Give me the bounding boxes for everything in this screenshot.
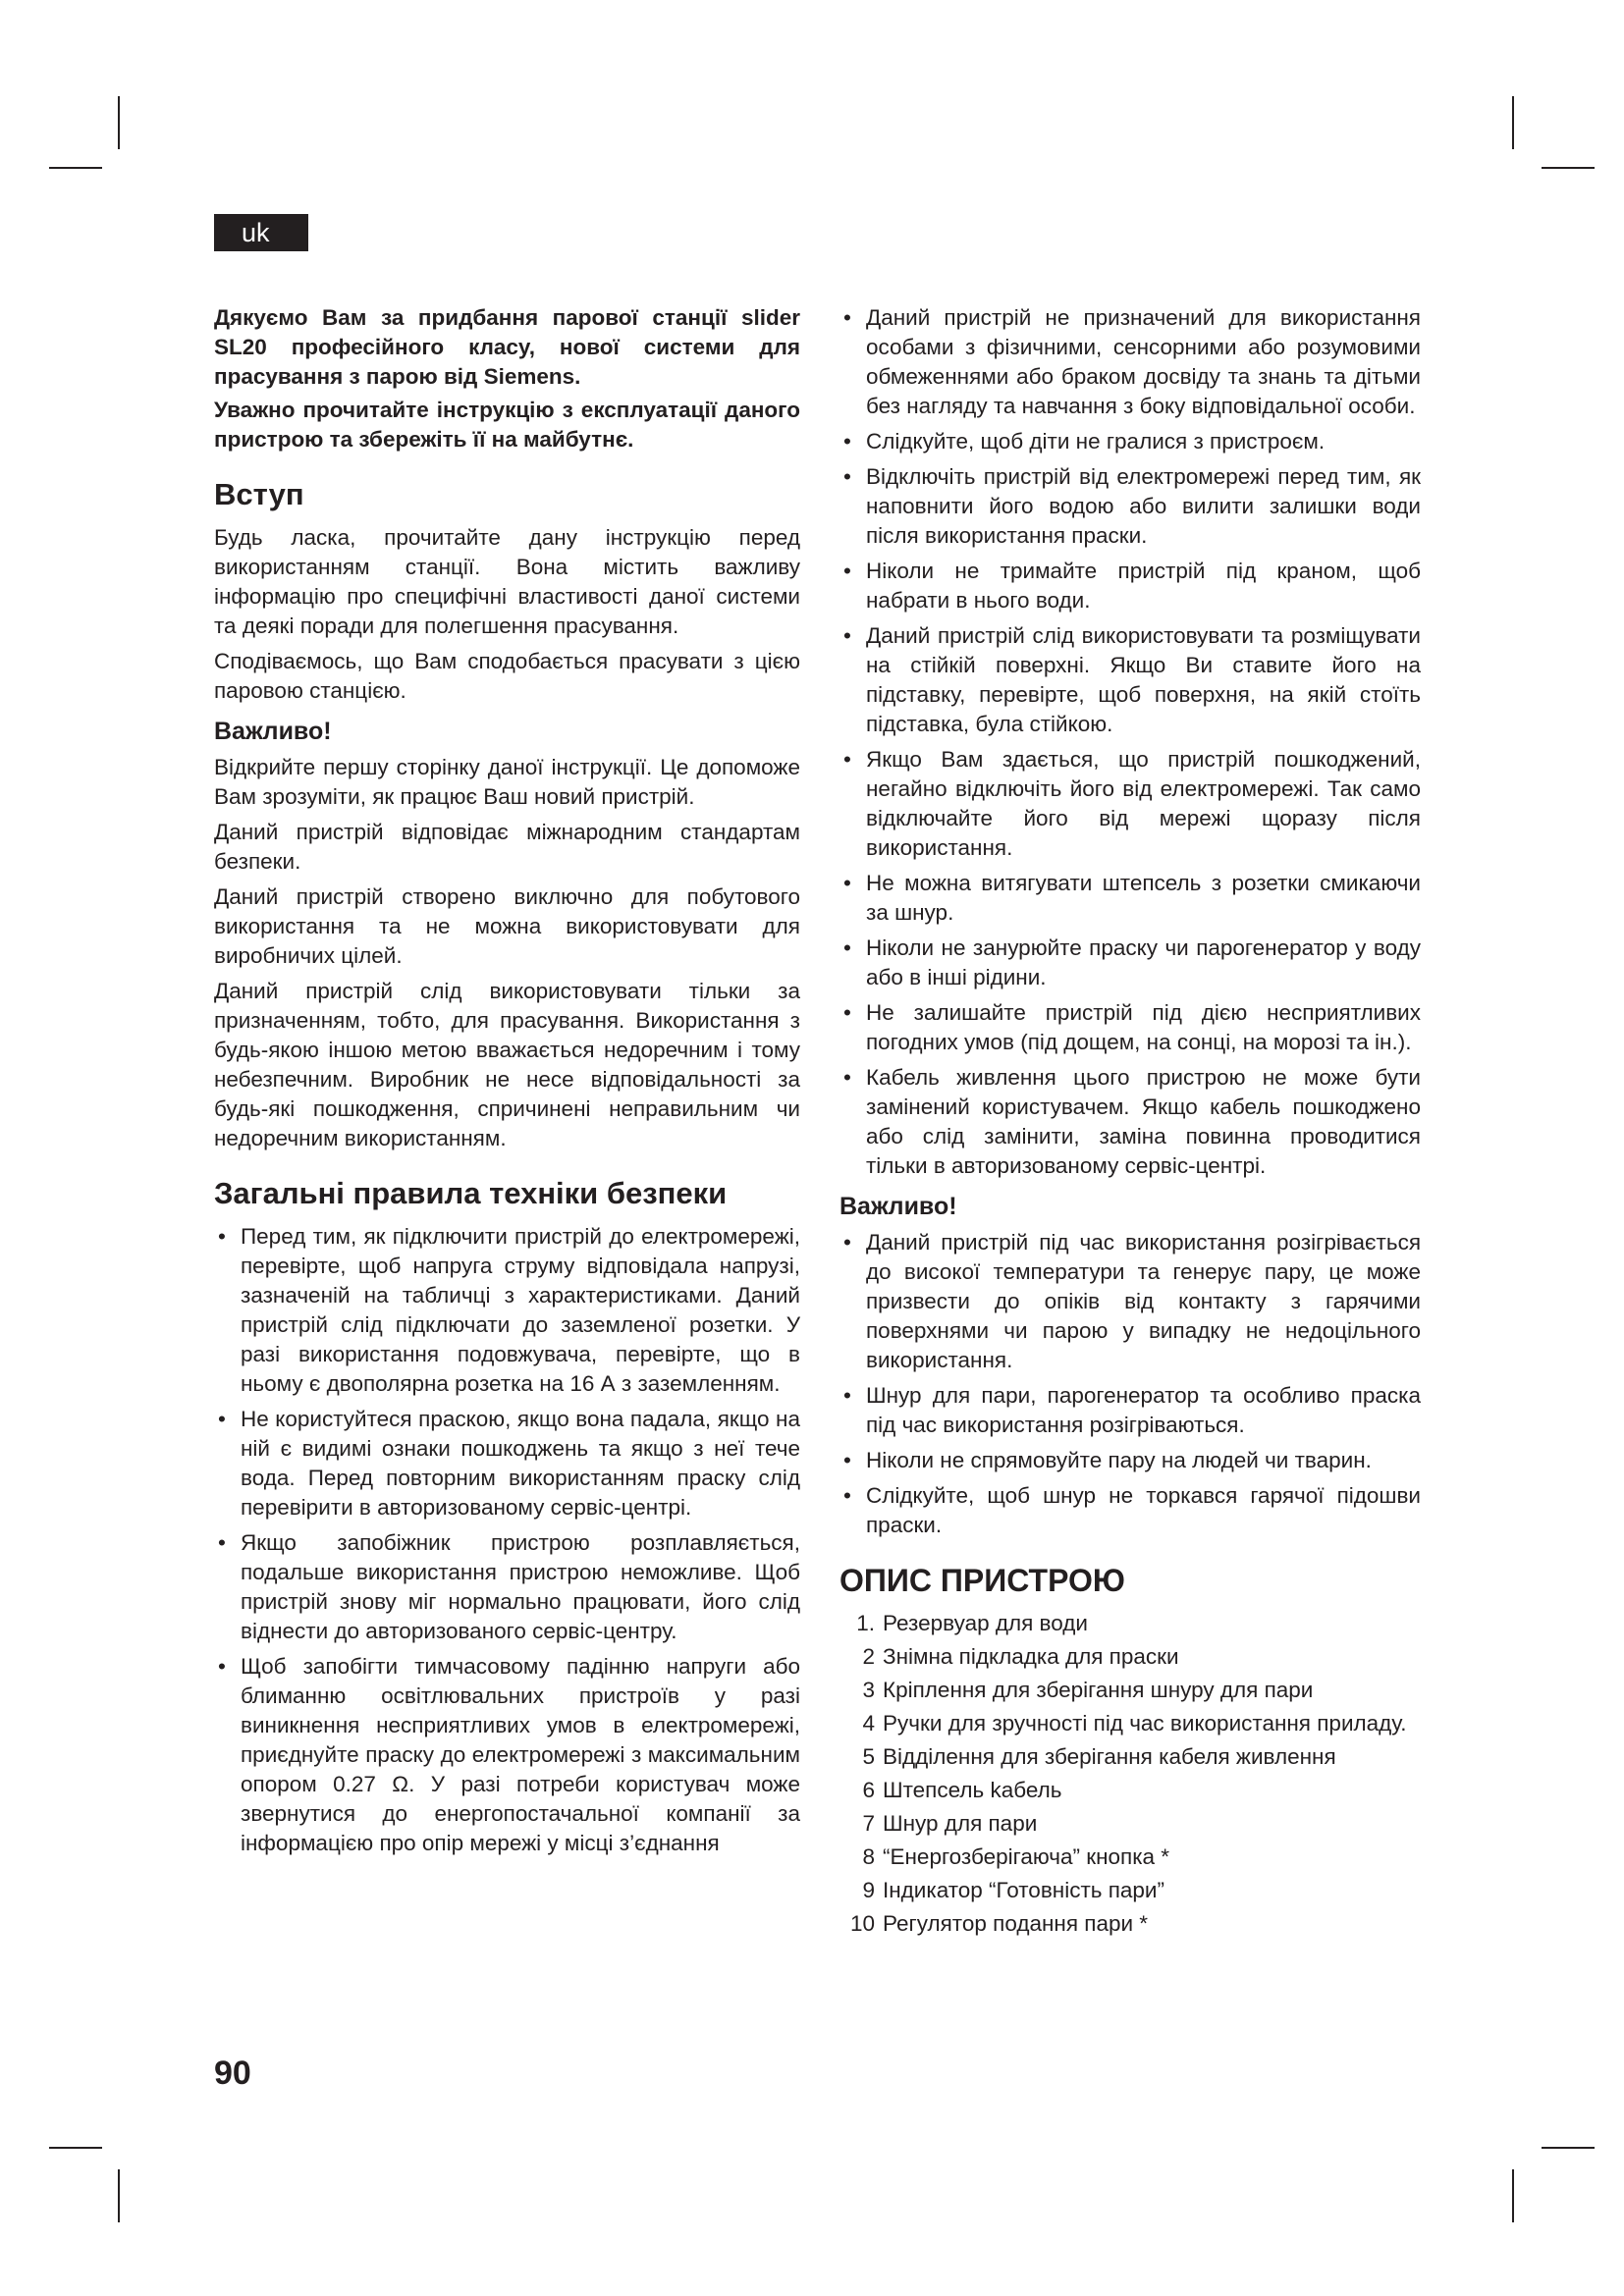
intro-read-instructions: Уважно прочитайте інструкцію з експлуатації даного пристрою та збережіть її на майбутнє. (214, 398, 800, 452)
list-item: • Відключіть пристрій від електромережі перед тим, як наповнити його водою або вилити залишки води після використання праски. (843, 464, 1421, 548)
crop-mark (49, 2147, 102, 2149)
list-item: • Не можна витягувати штепсель з розетки смикаючи за шнур. (843, 871, 1421, 925)
bullet-icon: • (843, 559, 851, 583)
paragraph: Будь ласка, прочитайте дану інструкцію перед використанням станції. Вона містить важливу інформацію про специфічні властивості даної системи та деякі поради для полегшення прасування. (214, 525, 800, 638)
subheading-important: Важливо! (214, 718, 332, 745)
safety-list (214, 1222, 800, 1858)
bullet-icon: • (843, 747, 851, 772)
safety-list-continued (839, 303, 1421, 1181)
list-item: 3 Кріплення для зберігання шнуру для пари (862, 1678, 1314, 1702)
list-item: 4 Ручки для зручності під час використання приладу. (862, 1711, 1407, 1735)
paragraph: Даний пристрій слід використовувати тільки за призначенням, тобто, для прасування. Використання з будь-якою іншою метою вважається недоречним і тому небезпечним. Виробник не несе відповідальності за будь-які пошкодження, спричинені неправильним чи недоречним використанням. (214, 979, 800, 1150)
bullet-icon: • (843, 464, 851, 489)
page-number: 90 (214, 2055, 251, 2092)
paragraph: Даний пристрій створено виключно для побутового використання та не можна використовувати для виробничих цілей. (214, 884, 800, 968)
left-column (214, 303, 800, 1864)
important-list (839, 1228, 1421, 1540)
list-item: • Даний пристрій під час використання розігрівається до високої температури та генерує пару, це може призвести до опіків від контакту з гарячими поверхнями чи парою у випадку не недоцільного використання. (843, 1230, 1421, 1372)
section-heading-description: ОПИС ПРИСТРОЮ (839, 1563, 1125, 1598)
list-item: 7 Шнур для пари (862, 1811, 1038, 1836)
section-heading-intro: Вступ (214, 477, 304, 511)
list-item: • Щоб запобігти тимчасовому падінню напруги або блиманню освітлювальних пристроїв у разі виникнення несприятливих умов в електромережі, приєднуйте праску до електромережі з максимальним опором 0.27 Ω. У разі потреби користувач може звернутися до енергопостачальної компанії за інформацією про опір мережі у місці з’єднання (218, 1654, 800, 1855)
list-item: • Ніколи не тримайте пристрій під краном, щоб набрати в нього води. (843, 559, 1421, 613)
list-item: • Даний пристрій не призначений для використання особами з фізичними, сенсорними або розумовими обмеженнями або браком досвіду та знань та дітьми без нагляду та навчання з боку відповідальної особи. (843, 305, 1421, 418)
intro-thanks: Дякуємо Вам за придбання парової станції slider SL20 професійного класу, нової системи для прасування з парою від Siemens. (214, 305, 800, 389)
list-item: 5 Відділення для зберігання кабеля живлення (862, 1744, 1336, 1769)
crop-mark (118, 2169, 120, 2222)
bullet-icon: • (218, 1654, 226, 1679)
bullet-icon: • (843, 305, 851, 330)
crop-mark (1512, 96, 1514, 149)
list-item: • Не залишайте пристрій під дією несприятливих погодних умов (під дощем, на сонці, на морозі та ін.). (843, 1000, 1421, 1054)
list-item: • Перед тим, як підключити пристрій до електромережі, перевірте, щоб напруга струму відповідала напрузі, зазначеній на табличці з характеристиками. Даний пристрій слід підключати до заземленої розетки. У разі використання подовжувача, перевірте, що в ньому є двополярна розетка на 16 А з заземленням. (218, 1224, 800, 1396)
list-item: 8 “Енергозберігаюча” кнопка * (862, 1844, 1170, 1869)
bullet-icon: • (843, 935, 851, 960)
paragraph: Сподіваємось, що Вам сподобається прасувати з цією паровою станцією. (214, 649, 800, 703)
crop-mark (118, 96, 120, 149)
bullet-icon: • (843, 1483, 851, 1508)
crop-mark (1542, 167, 1595, 169)
bullet-icon: • (843, 1000, 851, 1025)
list-item: 6 Штепсель kабель (862, 1778, 1062, 1802)
list-item: • Якщо запобіжник пристрою розплавляється, подальше використання пристрою неможливе. Щоб пристрій знову міг нормально працювати, його слід віднести до авторизованого сервіс-центру. (218, 1530, 800, 1643)
bullet-icon: • (843, 623, 851, 648)
bullet-icon: • (843, 1448, 851, 1472)
language-tab: uk (214, 214, 308, 251)
list-item: • Шнур для пари, парогенератор та особливо праска під час використання розігріваються. (843, 1383, 1421, 1437)
bullet-icon: • (843, 871, 851, 895)
bullet-icon: • (843, 1383, 851, 1408)
list-item: 2 Знімна підкладка для праски (862, 1644, 1179, 1669)
list-item: • Слідкуйте, щоб діти не гралися з пристроєм. (839, 427, 1421, 456)
list-item: • Слідкуйте, щоб шнур не торкався гарячої підошви праски. (843, 1483, 1421, 1537)
list-item: 9 Індикатор “Готовність пари” (862, 1878, 1164, 1902)
crop-mark (49, 167, 102, 169)
bullet-icon: • (218, 1407, 226, 1431)
list-item: • Ніколи не занурюйте праску чи парогенератор у воду або в інші рідини. (843, 935, 1421, 989)
list-item: • Ніколи не спрямовуйте пару на людей чи тварин. (839, 1446, 1421, 1475)
list-item: • Кабель живлення цього пристрою не може бути замінений користувачем. Якщо кабель пошкоджено або слід замінити, заміна повинна проводитися тільки в авторизованому сервіс-центрі. (843, 1065, 1421, 1178)
bullet-icon: • (218, 1530, 226, 1555)
bullet-icon: • (218, 1224, 226, 1249)
paragraph: Відкрийте першу сторінку даної інструкції. Це допоможе Вам зрозуміти, як працює Ваш новий пристрій. (214, 755, 800, 809)
bullet-icon: • (843, 429, 851, 454)
list-item: • Даний пристрій слід використовувати та розміщувати на стійкій поверхні. Якщо Ви ставите його на підставку, перевірте, щоб поверхня, на якій стоїть підставка, була стійкою. (843, 623, 1421, 736)
section-heading-safety: Загальні правила техніки безпеки (214, 1176, 728, 1210)
list-item: 1. Резервуар для води (856, 1611, 1088, 1635)
subheading-important: Важливо! (839, 1193, 957, 1220)
parts-list (839, 1609, 1421, 1939)
crop-mark (1512, 2169, 1514, 2222)
list-item: • Якщо Вам здається, що пристрій пошкоджений, негайно відключіть його від електромережі. Так само відключайте його від мережі щоразу після використання. (843, 747, 1421, 860)
bullet-icon: • (843, 1065, 851, 1090)
right-column (839, 303, 1421, 1943)
bullet-icon: • (843, 1230, 851, 1255)
paragraph: Даний пристрій відповідає міжнародним стандартам безпеки. (214, 820, 800, 874)
crop-mark (1542, 2147, 1595, 2149)
list-item: 10 Регулятор подання пари * (849, 1911, 1149, 1936)
list-item: • Не користуйтеся праскою, якщо вона падала, якщо на ній є видимі ознаки пошкоджень та якщо з неї тече вода. Перед повторним використанням праску слід перевірити в авторизованому сервіс-центрі. (218, 1407, 800, 1520)
